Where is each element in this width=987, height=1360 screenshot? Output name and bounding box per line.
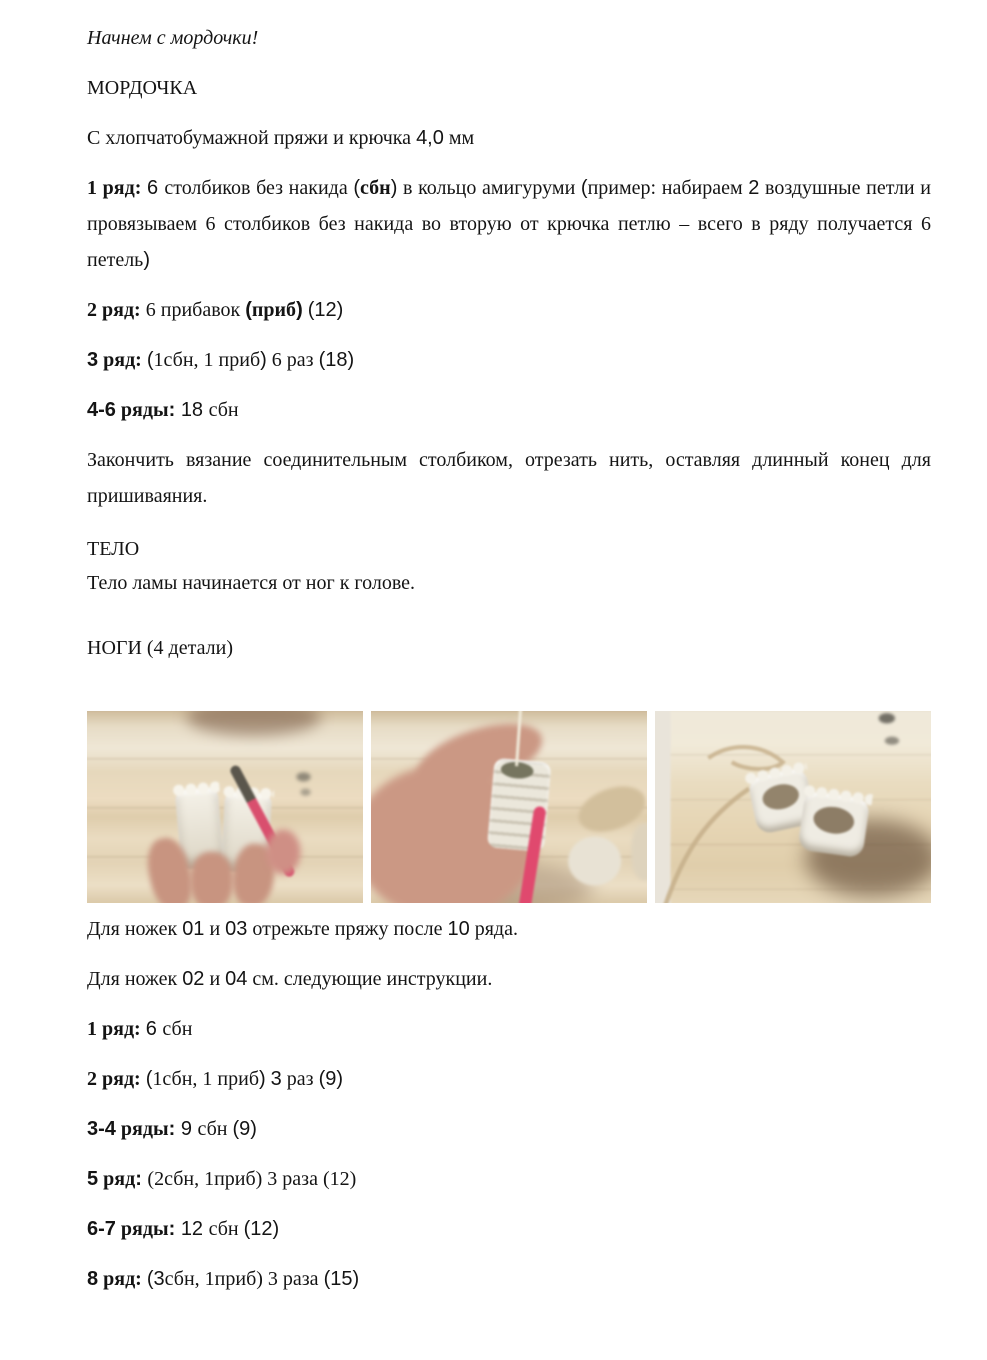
text-run: 10	[447, 918, 470, 940]
text-run: ряды	[115, 399, 169, 421]
text-run: 5	[87, 1168, 99, 1190]
muzzle-materials	[87, 120, 931, 156]
text-run: 1 ряд:	[87, 177, 148, 199]
legs-photo-1	[87, 711, 363, 903]
photo-3-art	[655, 711, 931, 903]
text-run: (18)	[318, 349, 355, 371]
text-run: (	[146, 1268, 154, 1290]
text-run: 3-4	[87, 1118, 116, 1140]
text-run: 2 ряд:	[87, 1068, 146, 1090]
text-run: :	[168, 1118, 181, 1140]
text-run: Закончить вязание соединительным столбиком, отрезать нить, оставляя длинный конец для пришиваяния.	[87, 449, 931, 507]
text-run: ряды	[115, 1118, 169, 1140]
heading-body	[87, 532, 931, 600]
text-run: пример: набираем	[587, 177, 749, 199]
text-run: Начнем с мордочки!	[87, 27, 259, 49]
text-run: 4,0	[416, 127, 444, 149]
text-run: :	[168, 399, 181, 421]
text-run: 01	[182, 918, 205, 940]
text-run: и	[204, 918, 226, 940]
text-run: 3	[270, 1068, 282, 1090]
text-run: ТЕЛО	[87, 538, 140, 560]
text-run: см. следующие инструкции.	[247, 968, 493, 990]
text-run: С хлопчатобумажной пряжи и крючка	[87, 127, 417, 149]
text-run: :	[135, 1168, 148, 1190]
text-run: столбиков без накида	[164, 177, 354, 199]
muzzle-row-1	[87, 170, 931, 278]
heading-legs	[87, 630, 931, 666]
finger	[266, 829, 301, 874]
text-run: 1 ряд:	[87, 1018, 146, 1040]
text-run: 1сбн, 1 приб	[153, 349, 261, 371]
text-run: (	[145, 1068, 153, 1090]
text-run: сбн	[197, 1118, 233, 1140]
text-run: 02	[182, 968, 205, 990]
text-run: (9)	[232, 1118, 257, 1140]
muzzle-row-2	[87, 292, 931, 328]
heading-muzzle	[87, 70, 931, 106]
text-run: (12)	[307, 299, 344, 321]
text-run: сбн	[360, 177, 391, 199]
text-run: )	[390, 177, 398, 199]
text-run: (	[146, 349, 154, 371]
text-run: МОРДОЧКА	[87, 77, 198, 99]
legs-row-5	[87, 1161, 931, 1197]
text-run: ряды	[115, 1218, 169, 1240]
text-run: НОГИ (4 детали)	[87, 637, 233, 659]
legs-photo-3	[655, 711, 931, 903]
text-run: 6 прибавок	[140, 299, 246, 321]
text-run: 3	[153, 1268, 165, 1290]
muzzle-finish	[87, 442, 931, 514]
text-run: 6 раз	[266, 349, 319, 371]
text-run: )	[296, 299, 303, 321]
text-run: 2	[748, 177, 760, 199]
text-run: (	[580, 177, 588, 199]
text-run: (2сбн, 1приб) 3 раза (12)	[147, 1168, 357, 1190]
text-run: в кольцо амигуруми	[397, 177, 581, 199]
text-run: 6	[147, 177, 165, 199]
text-run: (15)	[323, 1268, 360, 1290]
text-run: Для ножек	[87, 918, 183, 940]
text-run: )	[143, 249, 150, 271]
legs-row-1	[87, 1011, 931, 1047]
legs-rows-3-4	[87, 1111, 931, 1147]
text-run: 6-7	[87, 1218, 116, 1240]
text-run: Для ножек	[87, 968, 183, 990]
text-run: ряда.	[469, 918, 518, 940]
text-run: 6	[145, 1018, 163, 1040]
legs-note-1	[87, 911, 931, 947]
text-run: ряд	[98, 1168, 136, 1190]
photo-strip	[87, 711, 931, 903]
text-run: (	[245, 299, 252, 321]
finger	[190, 852, 233, 903]
legs-row-2	[87, 1061, 931, 1097]
text-run: )	[260, 349, 267, 371]
legs-row-8	[87, 1261, 931, 1297]
legs-photo-2	[371, 711, 647, 903]
text-run: 4-6	[87, 399, 116, 421]
text-run: 04	[225, 968, 248, 990]
text-run: 8	[87, 1268, 99, 1290]
text-run: Тело ламы начинается от ног к голове.	[87, 572, 416, 594]
text-run: 03	[225, 918, 248, 940]
wood-knot	[300, 789, 310, 796]
text-run: приб	[251, 299, 297, 321]
text-run: 18	[180, 399, 209, 421]
muzzle-row-3	[87, 342, 931, 378]
text-run: 3	[87, 349, 99, 371]
text-run: сбн	[208, 1218, 244, 1240]
text-run: сбн	[162, 1018, 193, 1040]
text-run: (12)	[243, 1218, 280, 1240]
legs-rows-6-7	[87, 1211, 931, 1247]
text-run: раз	[281, 1068, 319, 1090]
section-bottom	[87, 911, 931, 1297]
text-run: )	[259, 1068, 266, 1090]
text-run: сбн	[208, 399, 239, 421]
muzzle-rows-4-6	[87, 392, 931, 428]
text-run: и	[204, 968, 226, 990]
text-run: (	[353, 177, 361, 199]
text-run: :	[168, 1218, 181, 1240]
text-run: сбн, 1приб) 3 раза	[164, 1268, 324, 1290]
lead-italic	[87, 20, 931, 56]
text-run: ряд:	[98, 1268, 147, 1290]
text-run: 9	[180, 1118, 198, 1140]
text-run: 1сбн, 1 приб	[152, 1068, 259, 1090]
yarn-piece	[631, 823, 647, 880]
text-run: 2 ряд:	[87, 299, 141, 321]
wood-knot	[296, 772, 310, 781]
text-run: отрежьте пряжу после	[247, 918, 448, 940]
text-run: ряд:	[98, 349, 147, 371]
text-run: 12	[180, 1218, 209, 1240]
photo-2-art	[371, 711, 647, 903]
photo-1-art	[87, 711, 363, 903]
section-top	[87, 20, 931, 666]
yarn-ball	[568, 837, 621, 886]
legs-note-2	[87, 961, 931, 997]
text-run: (9)	[318, 1068, 344, 1090]
text-run: воздушные петли и провязываем 6 столбиков без накида во вторую от крючка петлю – всего в ряду получается 6 петель	[87, 177, 931, 271]
text-run: мм	[443, 127, 475, 149]
